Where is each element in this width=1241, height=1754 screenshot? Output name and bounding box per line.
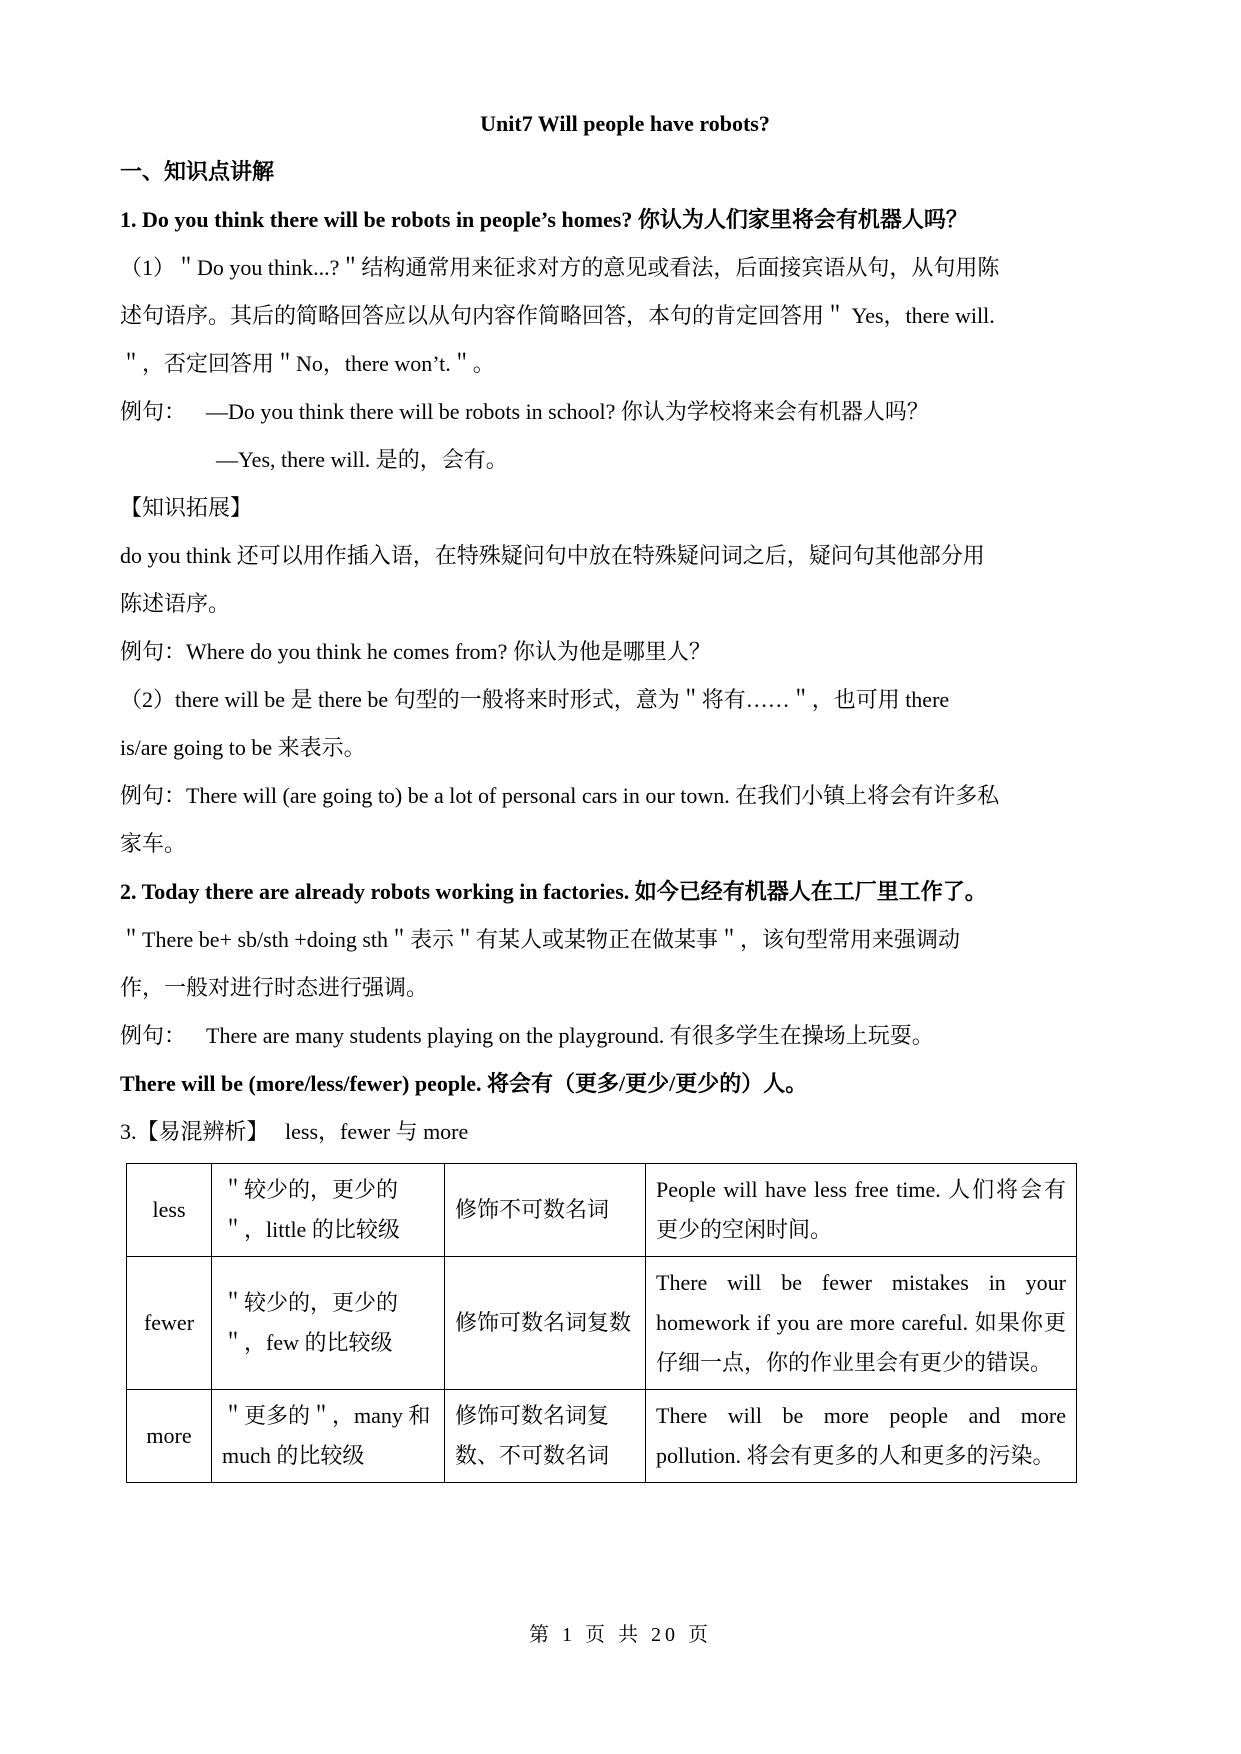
point2-para-line2: 作，一般对进行时态进行强调。: [120, 975, 429, 1000]
example2: 例句：Where do you think he comes from? 你认为他是哪里人？: [120, 639, 711, 664]
point1-para2-line1: （2）there will be 是 there be 句型的一般将来时形式，意为＂将有……＂，也可用 there: [120, 687, 950, 712]
example3-line1: 例句：There will (are going to) be a lot of personal cars in our town. 在我们小镇上将会有许多私: [120, 783, 1000, 808]
example1-answer: —Yes, there will. 是的，会有。: [216, 447, 508, 472]
point1-para2-line2: is/are going to be 来表示。: [120, 735, 366, 760]
page-footer: 第 1 页 共 20 页: [529, 1624, 712, 1646]
table-cell-word: more: [127, 1390, 212, 1483]
table-cell-example: People will have less free time. 人们将会有更少的空闲时间。: [646, 1164, 1077, 1257]
example-label: 例句：: [120, 1023, 187, 1048]
point2-example-text: There are many students playing on the playground. 有很多学生在操场上玩耍。: [206, 1023, 934, 1048]
table-cell-meaning: ＂较少的，更少的＂，little 的比较级: [212, 1164, 445, 1257]
table-row: [127, 1257, 1077, 1390]
section-heading: 一、知识点讲解: [120, 159, 275, 184]
point2-example: [120, 1012, 1130, 1060]
table-cell-meaning: ＂较少的，更少的＂，few 的比较级: [212, 1257, 445, 1390]
point1-para1-line2: 述句语序。其后的简略回答应以从句内容作简略回答，本句的肯定回答用＂ Yes，there will.: [120, 303, 995, 328]
table-cell-meaning: ＂更多的＂，many 和 much 的比较级: [212, 1390, 445, 1483]
table-cell-usage: 修饰可数名词复数: [445, 1257, 646, 1390]
doc-title: Unit7 Will people have robots?: [480, 111, 770, 136]
comparison-table: [126, 1163, 1077, 1483]
extension-line2: 陈述语序。: [120, 591, 231, 616]
example-label: 例句：: [120, 399, 187, 424]
example1-question: [120, 388, 1130, 436]
table-cell-word: less: [127, 1164, 212, 1257]
point1-heading: 1. Do you think there will be robots in people’s homes? 你认为人们家里将会有机器人吗？: [120, 207, 968, 232]
table-cell-usage: 修饰不可数名词: [445, 1164, 646, 1257]
table-row: [127, 1390, 1077, 1483]
point2-heading: 2. Today there are already robots working in factories. 如今已经有机器人在工厂里工作了。: [120, 879, 987, 904]
extension-line1: do you think 还可以用作插入语，在特殊疑问句中放在特殊疑问词之后，疑问句其他部分用: [120, 543, 985, 568]
example1-question-text: —Do you think there will be robots in school? 你认为学校将来会有机器人吗？: [206, 399, 929, 424]
document-page: [120, 100, 1130, 1468]
table-cell-example: There will be more people and more pollution. 将会有更多的人和更多的污染。: [646, 1390, 1077, 1483]
point2-para-line1: ＂There be+ sb/sth +doing sth＂表示＂有某人或某物正在做某事＂，该句型常用来强调动: [120, 927, 961, 952]
example3-line2: 家车。: [120, 831, 187, 856]
point3-heading: 3.【易混辨析】 less，fewer 与 more: [120, 1119, 469, 1144]
point1-para1-line3: ＂，否定回答用＂No，there won’t.＂。: [120, 351, 495, 376]
table-cell-usage: 修饰可数名词复数、不可数名词: [445, 1390, 646, 1483]
table-cell-word: fewer: [127, 1257, 212, 1390]
table-cell-example: There will be fewer mistakes in your homework if you are more careful. 如果你更仔细一点，你的作业里会有更少的错误。: [646, 1257, 1077, 1390]
point1-para1-line1: （1）＂Do you think...?＂结构通常用来征求对方的意见或看法，后面接宾语从句，从句用陈: [120, 255, 1000, 280]
table-row: [127, 1164, 1077, 1257]
knowledge-extension-label: 【知识拓展】: [120, 495, 253, 520]
point2-bold-line: There will be (more/less/fewer) people. 将会有（更多/更少/更少的）人。: [120, 1071, 808, 1096]
